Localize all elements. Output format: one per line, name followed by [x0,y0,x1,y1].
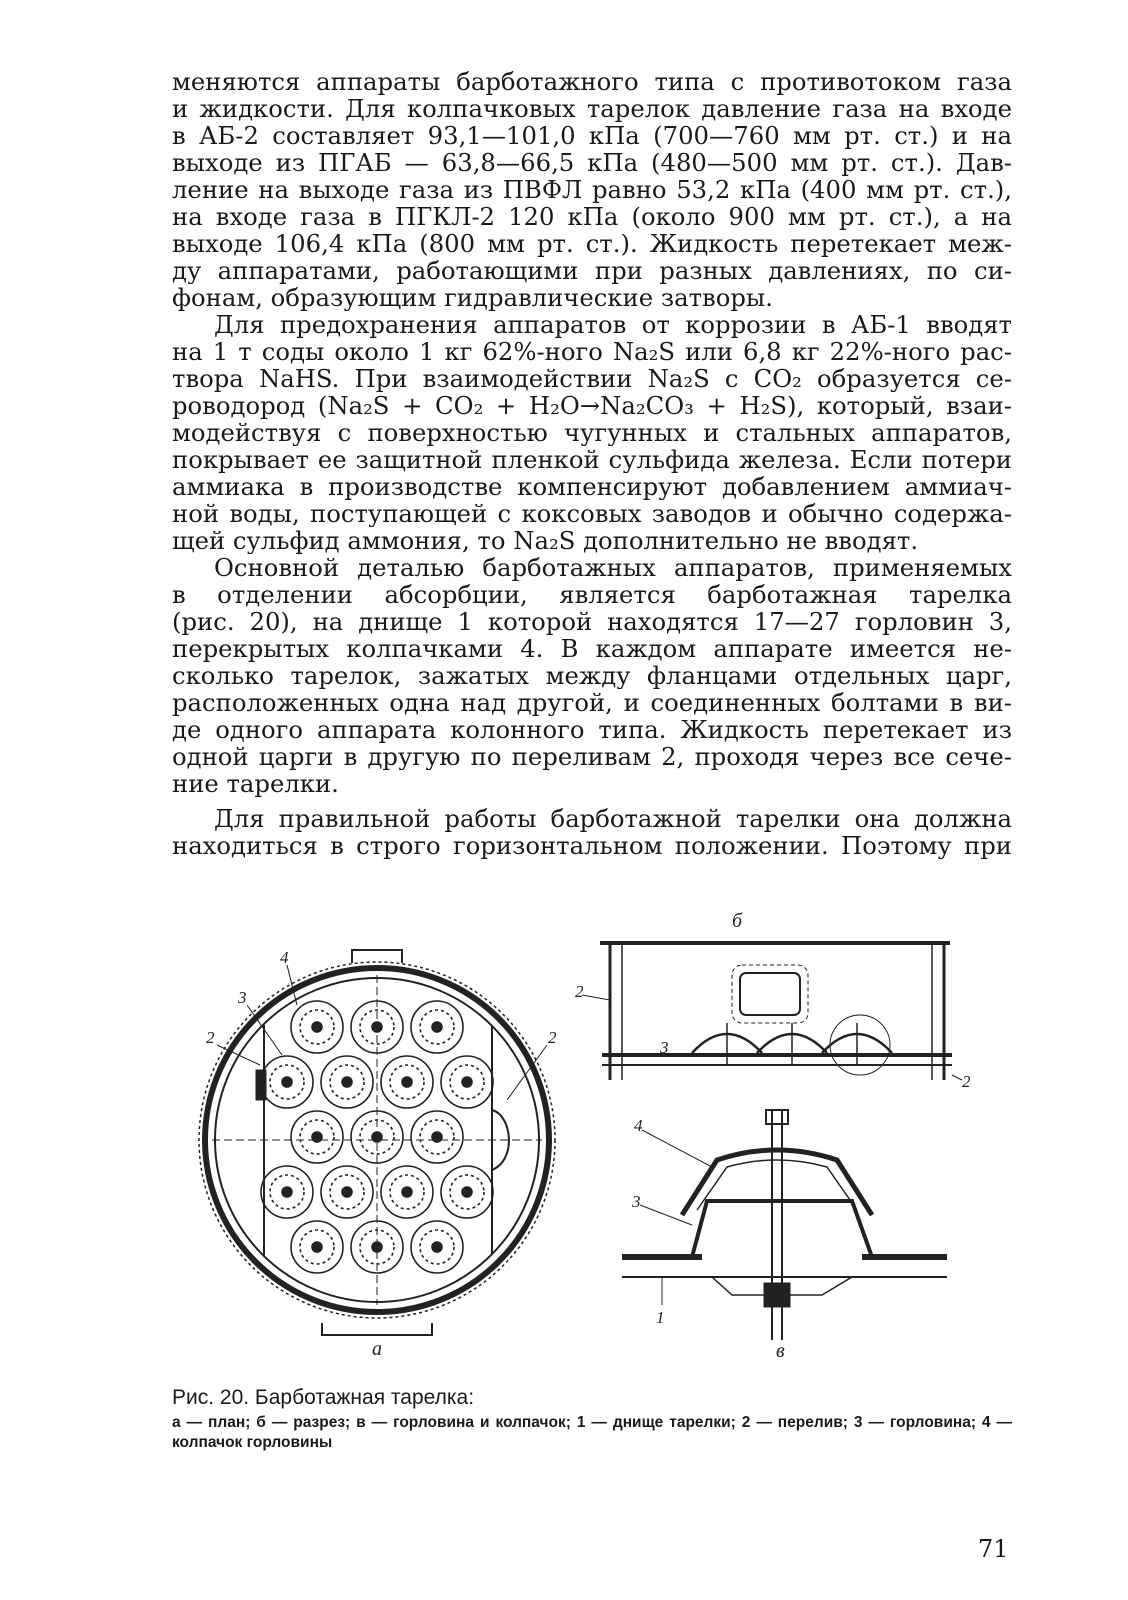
text-line: находиться в строго горизонтальном положении. Поэтому при [172,832,1012,859]
section-label-3: 3 [660,1038,669,1057]
detail-label-3: 3 [632,1192,641,1211]
text-line: на 1 т соды около 1 кг 62%-ного Na₂S или 6,8 кг 22%-ного рас- [172,338,1012,365]
text-line: фонам, образующим гидравлические затворы. [172,284,773,311]
text-line: ние тарелки. [172,770,339,797]
figure-20 [172,905,1022,1365]
plan-label-3: 3 [238,988,247,1007]
text-line: модействуя с поверхностью чугунных и стальных аппаратов, [172,419,1012,446]
body-text [172,68,1012,859]
text-line: ление на выходе газа из ПВФЛ равно 53,2 кПа (400 мм рт. ст.), [172,176,1012,203]
text-line: в отделении абсорбции, является барботажная тарелка [172,581,1012,608]
text-line: покрывает ее защитной пленкой сульфида железа. Если потери [172,446,1012,473]
text-line: и жидкости. Для колпачковых тарелок давление газа на входе [172,95,1012,122]
text-line: твора NaHS. При взаимодействии Na₂S с CO₂ образуется се- [172,365,1012,392]
text-line: ной воды, поступающей с коксовых заводов и обычно содержа- [172,500,1012,527]
text-line: де одного аппарата колонного типа. Жидкость перетекает из [172,716,1012,743]
figure-drawing [172,905,1022,1365]
text-line: выходе 106,4 кПа (800 мм рт. ст.). Жидкость перетекает меж- [172,230,1012,257]
text-line: ду аппаратами, работающими при разных давлениях, по си- [172,257,1012,284]
text-line: Для правильной работы барботажной тарелки она должна [214,805,1012,832]
text-line: Для предохранения аппаратов от коррозии в АБ-1 вводят [214,311,1012,338]
figure-label-a: а [372,1338,382,1360]
page-number: 71 [978,1535,1009,1563]
plan-label-2-left: 2 [206,1028,215,1047]
text-line: Основной деталью барботажных аппаратов, применяемых [214,554,1012,581]
plan-label-4: 4 [280,948,289,967]
text-line: меняются аппараты барботажного типа с противотоком газа [172,68,1012,95]
text-line: выходе из ПГАБ — 63,8—66,5 кПа (480—500 мм рт. ст.). Дав- [172,149,1012,176]
figure-label-b: б [732,910,743,932]
text-line: в АБ-2 составляет 93,1—101,0 кПа (700—760 мм рт. ст.) и на [172,122,1012,149]
text-line: одной царги в другую по переливам 2, проходя через все сече- [172,743,1012,770]
text-line: расположенных одна над другой, и соединенных болтами в ви- [172,689,1012,716]
text-line: аммиака в производстве компенсируют добавлением аммиач- [172,473,1012,500]
caption-legend: а — план; б — разрез; в — горловина и колпачок; 1 — днище тарелки; 2 — перелив; 3 — горловина; 4 — колпачок горловины [172,1414,1012,1451]
text-line: сколько тарелок, зажатых между фланцами отдельных царг, [172,662,1012,689]
detail-label-4: 4 [634,1116,643,1135]
text-line: щей сульфид аммония, то Na₂S дополнительно не вводят. [172,527,919,554]
detail-label-1: 1 [656,1308,665,1327]
caption-title: Рис. 20. Барботажная тарелка: [172,1386,475,1409]
detail-view [622,1110,947,1340]
figure-caption [172,1385,1012,1453]
text-line: роводород (Na₂S + CO₂ + H₂O→Na₂CO₃ + H₂S), который, взаи- [172,392,1012,419]
text-line: на входе газа в ПГКЛ-2 120 кПа (около 900 мм рт. ст.), а на [172,203,1012,230]
text-line: перекрытых колпачками 4. В каждом аппарате имеется не- [172,635,1012,662]
text-line: (рис. 20), на днище 1 которой находятся 17—27 горловин 3, [172,608,1012,635]
section-label-2-right: 2 [962,1072,971,1091]
plan-view [199,950,555,1335]
plan-label-2-right: 2 [548,1028,557,1047]
figure-label-c: в [776,1340,785,1362]
section-view [582,943,962,1080]
section-label-2-left: 2 [575,982,584,1001]
